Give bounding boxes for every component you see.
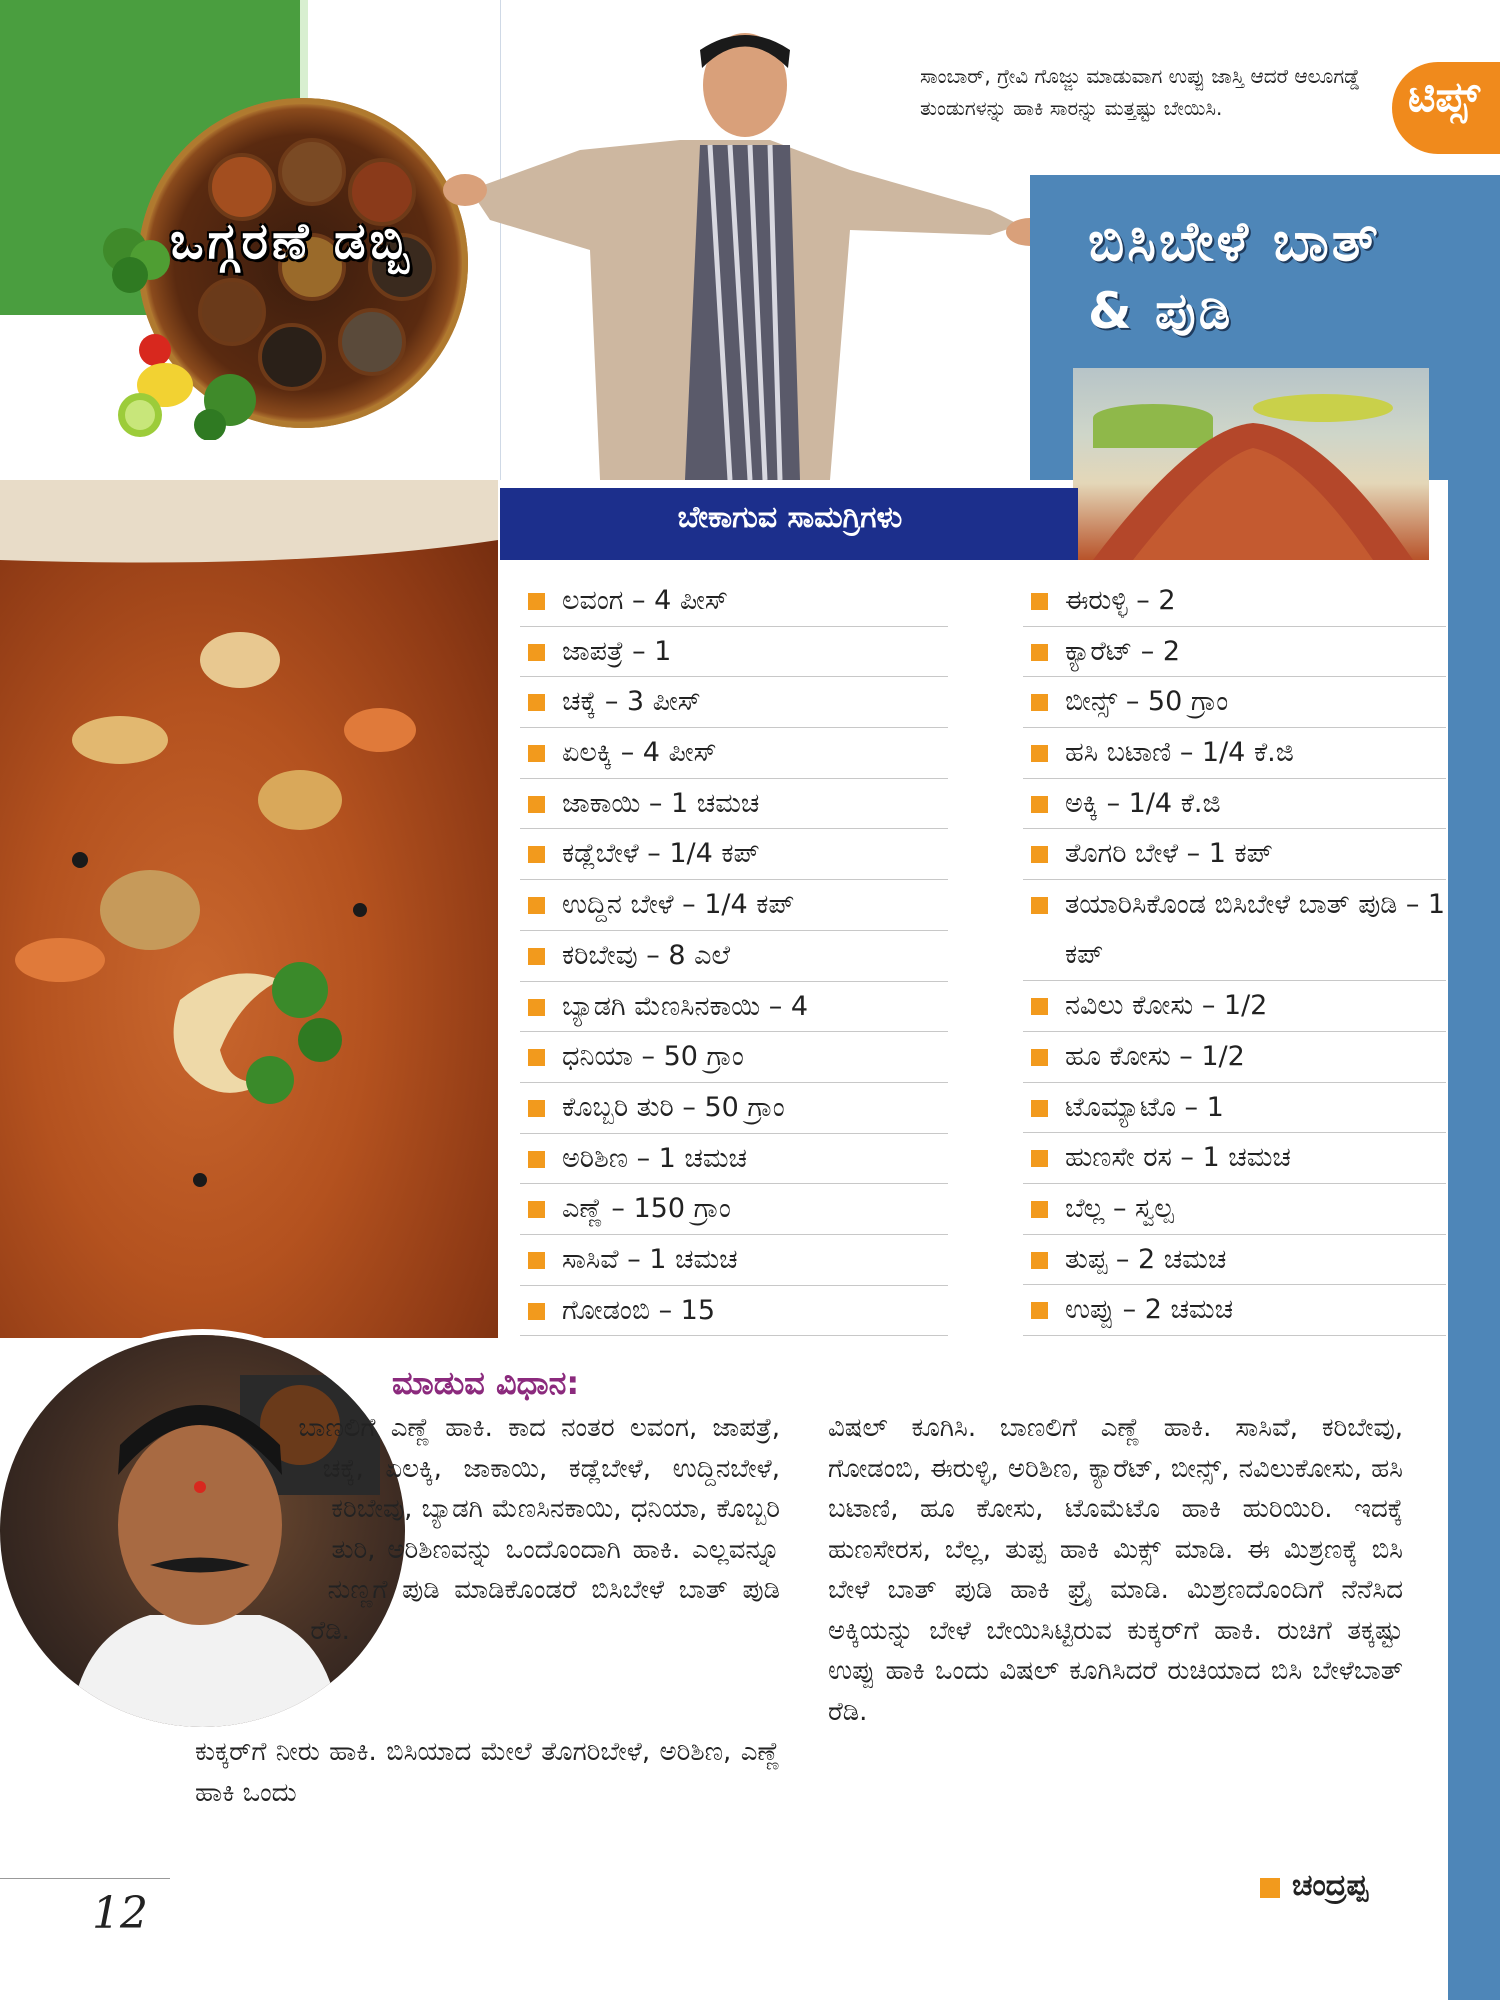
- spice-bowl: [338, 308, 406, 376]
- method-text-right: ವಿಷಲ್ ಕೂಗಿಸಿ. ಬಾಣಲಿಗೆ ಎಣ್ಣೆ ಹಾಕಿ. ಸಾಸಿವೆ, ಕರಿಬೇವು, ಗೋಡಂಬಿ, ಈರುಳ್ಳಿ, ಅರಿಶಿಣ, ಕ್ಯಾರೆಟ್, ಬೀನ್ಸ್, ನವಿಲುಕೋಸು, ಹಸಿ ಬಟಾಣಿ, ಹೂ ಕೋಸು, ಟೊಮೆಟೊ ಹಾಕಿ ಹುರಿಯಿರಿ. ಇದಕ್ಕೆ ಹುಣಸೇರಸ, ಬೆಲ್ಲ, ತುಪ್ಪ ಹಾಕಿ ಮಿಕ್ಸ್ ಮಾಡಿ. ಈ ಮಿಶ್ರಣಕ್ಕೆ ಬಿಸಿ ಬೇಳೆ ಬಾತ್ ಪುಡಿ ಹಾಕಿ ಫ್ರೈ ಮಾಡಿ. ಮಿಶ್ರಣದೊಂದಿಗೆ ನೆನೆಸಿದ ಅಕ್ಕಿಯನ್ನು ಬೇಳೆ ಬೇಯಿಸಿಟ್ಟಿರುವ ಕುಕ್ಕರ್‌ಗೆ ಹಾಕಿ. ರುಚಿಗೆ ತಕ್ಕಷ್ಟು ಉಪ್ಪು ಹಾಕಿ ಒಂದು ವಿಷಲ್ ಕೂಗಿಸಿದರೆ ರುಚಿಯಾದ ಬಿಸಿ ಬೇಳೆಬಾತ್ ರೆಡಿ.: [828, 1413, 1403, 1727]
- ingredient-text: ಚಕ್ಕೆ – 3 ಪೀಸ್: [562, 686, 701, 718]
- bullet-icon: [1031, 593, 1048, 610]
- recipe-subtitle: & ಪುಡಿ: [1088, 282, 1234, 340]
- ingredient-text: ಬೆಲ್ಲ – ಸ್ವಲ್ಪ: [1065, 1192, 1174, 1224]
- bullet-icon: [528, 1151, 545, 1168]
- ingredient-text: ಧನಿಯಾ – 50 ಗ್ರಾಂ: [562, 1041, 744, 1073]
- tip-text: ಸಾಂಬಾರ್, ಗ್ರೇವಿ ಗೊಜ್ಜು ಮಾಡುವಾಗ ಉಪ್ಪು ಜಾಸ್ತಿ ಆದರೆ ಆಲೂಗಡ್ಡೆ ತುಂಡುಗಳನ್ನು ಹಾಕಿ ಸಾರನ್ನು ಮತ್ತಷ್ಟು ಬೇಯಿಸಿ.: [920, 64, 1360, 120]
- bullet-icon: [528, 694, 545, 711]
- ingredient-item: [1023, 829, 1446, 880]
- ingredient-item: [520, 627, 948, 678]
- ingredient-item: [1023, 677, 1446, 728]
- ingredient-item: [520, 1235, 948, 1286]
- method-paragraph-1: [195, 1408, 780, 1651]
- ingredient-text: ಬ್ಯಾಡಗಿ ಮೆಣಸಿನಕಾಯಿ – 4: [562, 990, 809, 1022]
- ingredient-text: ಲವಂಗ – 4 ಪೀಸ್: [562, 585, 728, 616]
- ingredient-item: [1023, 576, 1446, 627]
- ingredient-item: [1023, 1235, 1446, 1286]
- bullet-icon: [528, 846, 545, 863]
- side-panel: [1448, 480, 1500, 2000]
- bullet-icon: [528, 1303, 545, 1320]
- bullet-icon: [528, 897, 545, 914]
- ingredient-item: [1023, 981, 1446, 1032]
- ingredient-text: ಎಣ್ಣೆ – 150 ಗ್ರಾಂ: [562, 1193, 731, 1225]
- spice-bowl: [278, 138, 346, 206]
- ingredient-text: ಹೂ ಕೋಸು – 1/2: [1065, 1040, 1245, 1072]
- bullet-icon: [528, 593, 545, 610]
- ingredient-item: [520, 880, 948, 931]
- bullet-icon: [528, 1049, 545, 1066]
- ingredient-item: [1023, 728, 1446, 779]
- bisibele-bath-photo: [0, 480, 498, 1338]
- ingredient-text: ಹುಣಸೇ ರಸ – 1 ಚಮಚ: [1065, 1142, 1291, 1174]
- bullet-icon: [1031, 1201, 1048, 1218]
- ingredient-item: [520, 829, 948, 880]
- bullet-icon: [1031, 1302, 1048, 1319]
- ingredient-text: ಗೋಡಂಬಿ – 15: [562, 1294, 716, 1326]
- bullet-icon: [528, 1100, 545, 1117]
- ingredient-text: ಏಲಕ್ಕಿ – 4 ಪೀಸ್: [562, 737, 717, 769]
- ingredients-list-right: [1023, 576, 1446, 1336]
- bullet-icon: [1031, 1049, 1048, 1066]
- ingredient-item: [520, 1286, 948, 1337]
- ingredient-text: ಈರುಳ್ಳಿ – 2: [1065, 585, 1176, 616]
- bullet-icon: [1031, 745, 1048, 762]
- ingredient-item: [520, 728, 948, 779]
- ingredient-text: ತೊಗರಿ ಬೇಳೆ – 1 ಕಪ್: [1065, 838, 1273, 870]
- ingredient-text: ಟೊಮ್ಯಾಟೊ – 1: [1065, 1091, 1224, 1123]
- ingredient-item: [520, 779, 948, 830]
- ingredient-text: ಉದ್ದಿನ ಬೇಳೆ – 1/4 ಕಪ್: [562, 889, 795, 921]
- ingredient-text: ಕಡ್ಲೆಬೇಳೆ – 1/4 ಕಪ್: [562, 838, 760, 870]
- method-heading: ಮಾಡುವ ವಿಧಾನ:: [392, 1364, 580, 1402]
- bullet-icon: [528, 1252, 545, 1269]
- recipe-title: ಬಿಸಿಬೇಳೆ ಬಾತ್: [1088, 210, 1381, 273]
- bullet-icon: [1031, 846, 1048, 863]
- ingredient-text: ಜಾಪತ್ರೆ – 1: [562, 635, 672, 667]
- spice-bowl: [208, 153, 276, 221]
- ingredient-text: ತುಪ್ಪ – 2 ಚಮಚ: [1065, 1243, 1227, 1275]
- bullet-icon: [528, 999, 545, 1016]
- ingredient-item: [1023, 1184, 1446, 1235]
- ingredient-text: ಉಪ್ಪು – 2 ಚಮಚ: [1065, 1294, 1234, 1326]
- bullet-icon: [1031, 1150, 1048, 1167]
- fruits-icon: [110, 330, 270, 440]
- ingredient-item: [1023, 1083, 1446, 1134]
- ingredient-text: ತಯಾರಿಸಿಕೊಂಡ ಬಿಸಿಬೇಳೆ ಬಾತ್ ಪುಡಿ – 1 ಕಪ್: [1065, 889, 1446, 971]
- ingredient-item: [520, 931, 948, 982]
- ingredient-text: ಬೀನ್ಸ್ – 50 ಗ್ರಾಂ: [1065, 686, 1229, 718]
- bullet-icon: [1031, 644, 1048, 661]
- bullet-icon: [1031, 897, 1048, 914]
- method-paragraph-2: ಕುಕ್ಕರ್‌ಗೆ ನೀರು ಹಾಕಿ. ಬಿಸಿಯಾದ ಮೇಲೆ ತೊಗರಿಬೇಳೆ, ಅರಿಶಿಣ, ಎಣ್ಣೆ ಹಾಕಿ ಒಂದು: [195, 1737, 780, 1808]
- bullet-icon: [1031, 1252, 1048, 1269]
- ingredient-item: [520, 677, 948, 728]
- bullet-icon: [528, 948, 545, 965]
- bullet-icon: [1031, 694, 1048, 711]
- author-name: ಚಂದ್ರಪ್ಪ: [1292, 1868, 1369, 1903]
- tip-label: ಟಿಪ್ಸ್: [1408, 72, 1480, 121]
- ingredient-text: ಕೊಬ್ಬರಿ ತುರಿ – 50 ಗ್ರಾಂ: [562, 1091, 785, 1123]
- powder-photo: [1073, 368, 1429, 560]
- bullet-icon: [1031, 1100, 1048, 1117]
- ingredient-text: ಹಸಿ ಬಟಾಣಿ – 1/4 ಕೆ.ಜಿ: [1065, 737, 1294, 769]
- ingredient-text: ಕ್ಯಾರೆಟ್ – 2: [1065, 635, 1181, 667]
- ingredient-item: [520, 1184, 948, 1235]
- ingredient-text: ಅಕ್ಕಿ – 1/4 ಕೆ.ಜಿ: [1065, 787, 1221, 819]
- bullet-icon: [528, 644, 545, 661]
- bullet-icon: [1031, 998, 1048, 1015]
- ingredient-item: [520, 982, 948, 1033]
- bullet-icon: [1031, 796, 1048, 813]
- ingredient-item: [1023, 1133, 1446, 1184]
- ingredient-text: ನವಿಲು ಕೋಸು – 1/2: [1065, 990, 1268, 1022]
- author-bullet: [1260, 1878, 1280, 1898]
- ingredient-item: [520, 576, 948, 627]
- ingredient-item: [1023, 1285, 1446, 1336]
- page-number: 12: [92, 1888, 148, 1939]
- ingredient-text: ಸಾಸಿವೆ – 1 ಚಮಚ: [562, 1243, 738, 1275]
- bullet-icon: [528, 796, 545, 813]
- ingredient-item: [1023, 627, 1446, 678]
- ingredient-text: ಜಾಕಾಯಿ – 1 ಚಮಚ: [562, 787, 760, 819]
- method-text: ಬಾಣಲಿಗೆ ಎಣ್ಣೆ ಹಾಕಿ. ಕಾದ ನಂತರ ಲವಂಗ, ಜಾಪತ್ರೆ, ಚಕ್ಕೆ, ಏಲಕ್ಕಿ, ಜಾಕಾಯಿ, ಕಡ್ಲೆಬೇಳೆ, ಉದ್ದಿನಬೇಳೆ, ಕರಿಬೇವು, ಬ್ಯಾಡಗಿ ಮೆಣಸಿನಕಾಯಿ, ಧನಿಯಾ, ಕೊಬ್ಬರಿ ತುರಿ, ಅರಿಶಿಣವನ್ನು ಒಂದೊಂದಾಗಿ ಹಾಕಿ. ಎಲ್ಲವನ್ನೂ ನುಣ್ಣಗೆ ಪುಡಿ ಮಾಡಿಕೊಂಡರೆ ಬಿಸಿಬೇಳೆ ಬಾತ್ ಪುಡಿ ರೆಡಿ.: [298, 1413, 780, 1646]
- ingredient-item: [520, 1083, 948, 1134]
- ingredients-list-left: [520, 576, 948, 1336]
- ingredient-item: [1023, 880, 1446, 981]
- ingredient-text: ಅರಿಶಿಣ – 1 ಚಮಚ: [562, 1142, 747, 1174]
- ingredient-item: [520, 1134, 948, 1185]
- bullet-icon: [528, 1201, 545, 1218]
- page-number-rule: [0, 1878, 170, 1879]
- ingredient-item: [1023, 1032, 1446, 1083]
- ingredient-item: [1023, 779, 1446, 830]
- ingredient-item: [520, 1032, 948, 1083]
- ingredient-text: ಕರಿಬೇವು – 8 ಎಲೆ: [562, 939, 731, 971]
- bullet-icon: [528, 745, 545, 762]
- method-text-left: [195, 1408, 780, 1813]
- ingredients-heading: ಬೇಕಾಗುವ ಸಾಮಗ್ರಿಗಳು: [677, 500, 903, 535]
- section-title: ಒಗ್ಗರಣೆ ಡಬ್ಬಿ: [170, 212, 413, 270]
